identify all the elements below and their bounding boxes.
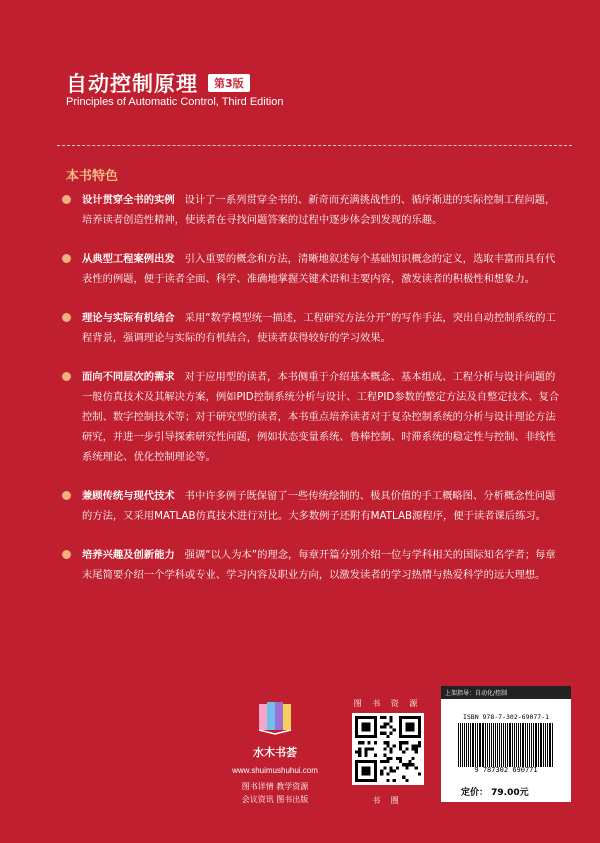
barcode-bar (487, 723, 488, 767)
barcode-bar (527, 723, 528, 767)
barcode-bar (540, 723, 542, 767)
barcode-bar (460, 723, 461, 767)
feature-label: 理论与实际有机结合 (82, 312, 175, 324)
bullet-icon (62, 195, 71, 204)
bullet-icon (62, 254, 71, 263)
barcode-bar (468, 723, 469, 767)
bullet-icon (62, 550, 71, 559)
edition-badge: 第3版 (208, 74, 250, 92)
bullet-icon (62, 372, 71, 381)
feature-item (60, 308, 560, 348)
qr-code-icon[interactable] (352, 713, 424, 785)
barcode-bar (505, 723, 506, 767)
barcode-bar (509, 723, 511, 767)
book-title: 自动控制原理 (66, 72, 198, 96)
feature-text: 强调“以人为本”的理念，每章开篇分别介绍一位与学科相关的国际知名学者；每章末尾简要介绍一个学科或专业、学习内容及职业方向，以激发读者的学习热情与热爱科学的远大理想。 (82, 549, 556, 581)
barcode-bar (499, 723, 500, 767)
barcode-bar (477, 723, 478, 767)
feature-label: 面向不同层次的需求 (82, 371, 175, 383)
barcode-bar (462, 723, 463, 767)
barcode-bar (482, 723, 484, 767)
dashed-divider (57, 145, 572, 146)
barcode-bar (529, 723, 530, 767)
barcode-bar (543, 723, 544, 767)
feature-item (60, 249, 560, 289)
barcode-bar (549, 723, 551, 767)
barcode-bar (520, 723, 521, 767)
bullet-icon (62, 313, 71, 322)
barcode-bar (479, 723, 481, 767)
barcode-bar (472, 723, 474, 767)
qr-caption: 图 书 资 源 (353, 699, 422, 708)
barcode-bar (489, 723, 490, 767)
qr-block (350, 698, 425, 806)
barcode-bar (485, 723, 486, 767)
feature-item (60, 367, 560, 467)
feature-label: 培养兴趣及创新能力 (82, 549, 175, 561)
book-logo-icon (255, 700, 295, 736)
barcode-bar (514, 723, 515, 767)
publisher-links-row: 会议资讯 图书出版 (241, 795, 309, 804)
barcode-bar (470, 723, 471, 767)
barcode-bar (491, 723, 492, 767)
barcode-bar (507, 723, 508, 767)
barcode-bar (533, 723, 534, 767)
publisher-url[interactable]: www.shuimushuhui.com (232, 766, 318, 775)
barcode-bar (501, 723, 502, 767)
publisher-block (220, 700, 330, 806)
barcode-bar (547, 723, 548, 767)
feature-label: 设计贯穿全书的实例 (82, 194, 175, 206)
barcode-bar (531, 723, 532, 767)
bullet-icon (62, 491, 71, 500)
shelf-guide: 上架指导：自动化/控制 (441, 686, 571, 699)
title-row (66, 68, 250, 98)
feature-list (60, 190, 560, 604)
barcode-bar (464, 723, 465, 767)
section-heading: 本书特色 (66, 169, 119, 184)
feature-text: 引入重要的概念和方法，清晰地叙述每个基础知识概念的定义，选取丰富而具有代表性的例题，便于读者全面、科学、准确地掌握关键术语和主要内容，激发读者的积极性和想象力。 (82, 253, 556, 285)
qr-bottom-label: 书 圈 (372, 796, 403, 805)
barcode-block (441, 686, 571, 802)
barcode-bar (525, 723, 526, 767)
barcode-bar (538, 723, 539, 767)
barcode-bar (497, 723, 498, 767)
price: 定价： 79.00元 (461, 788, 529, 798)
feature-item (60, 545, 560, 585)
barcode-icon (454, 723, 558, 767)
feature-item (60, 486, 560, 526)
barcode-bar (458, 723, 459, 767)
barcode-bar (475, 723, 476, 767)
barcode-bar (503, 723, 504, 767)
feature-item (60, 190, 560, 230)
barcode-bar (495, 723, 496, 767)
barcode-bar (516, 723, 517, 767)
feature-text: 采用“数学模型统一描述，工程研究方法分开”的写作手法，突出自动控制系统的工程背景，强调理论与实际的有机结合，使读者获得较好的学习效果。 (82, 312, 556, 344)
feature-label: 兼顾传统与现代技术 (82, 490, 175, 502)
barcode-bar (466, 723, 467, 767)
barcode-bar (518, 723, 519, 767)
feature-label: 从典型工程案例出发 (82, 253, 175, 265)
barcode-bar (512, 723, 513, 767)
barcode-digits: 9 787302 690771 (474, 766, 538, 774)
barcode-bar (522, 723, 524, 767)
isbn-text: ISBN 978-7-302-69077-1 (462, 713, 550, 721)
barcode-bar (535, 723, 537, 767)
barcode-bar (552, 723, 553, 767)
barcode-bar (493, 723, 494, 767)
barcode-bar (545, 723, 546, 767)
feature-text: 对于应用型的读者，本书侧重于介绍基本概念、基本组成、工程分析与设计问题的一般仿真技术及其解决方案，例如PID控制系统分析与设计、工程PID参数的整定方法及自整定技术、复合控制、数字控制技术等；对于研究型的读者，本书重点培养读者对于复杂控制系统的分析与设计理论方法研究，并进一步引导探索研究性问题，例如状态变量系统、鲁棒控制、时滞系统的稳定性与控制、非线性系统理论、优化控制理论等。 (82, 371, 560, 463)
publisher-name: 水木书荟 (253, 746, 297, 759)
feature-text: 设计了一系列贯穿全书的、新奇而充满挑战性的、循序渐进的实际控制工程问题，培养读者创造性精神，使读者在寻找问题答案的过程中逐步体会到发现的乐趣。 (82, 194, 556, 226)
publisher-links-row: 图书详情 教学资源 (241, 782, 309, 791)
feature-text: 书中许多例子既保留了一些传统绘制的、极具价值的手工概略图、分析概念性问题的方法，又采用MATLAB仿真技术进行对比。大多数例子还附有MATLAB源程序，便于读者课后练习。 (82, 490, 556, 522)
publisher-links (220, 780, 330, 806)
english-subtitle: Principles of Automatic Control, Third Edition (66, 96, 284, 108)
